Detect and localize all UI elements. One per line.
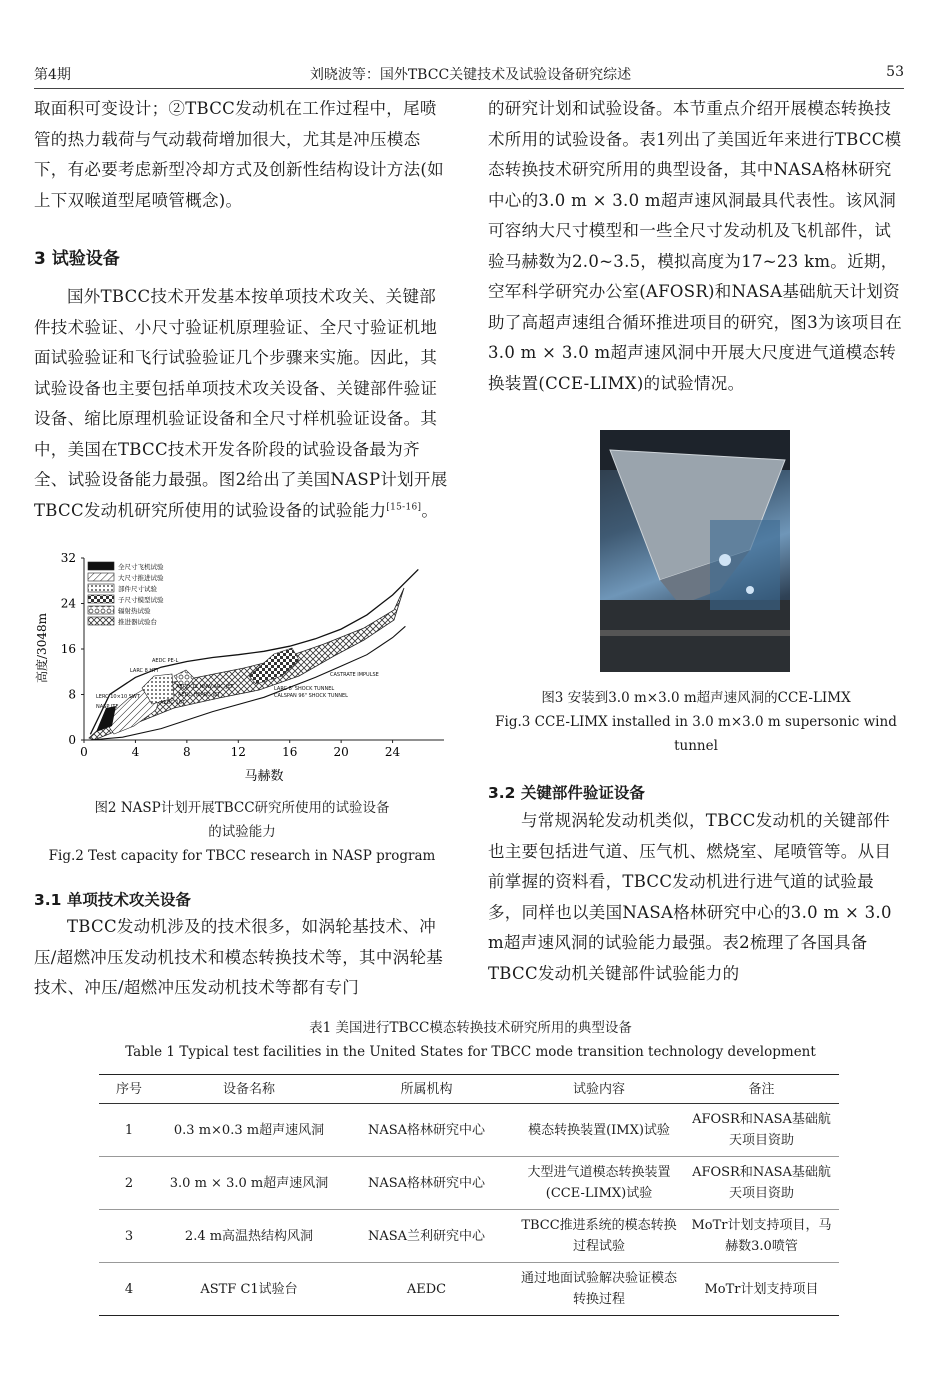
table-caption-en: Table 1 Typical test facilities in the United States for TBCC mode transition technology development [125, 1044, 816, 1060]
facilities-table [99, 1075, 839, 1316]
table-row [99, 1263, 839, 1316]
cell-organization: AEDC [339, 1263, 514, 1316]
table-wrapper [99, 1074, 839, 1316]
table-row [99, 1210, 839, 1263]
fig2-caption [34, 796, 450, 868]
section-3-1-paragraph: TBCC发动机涉及的技术很多，如涡轮基技术、冲压/超燃冲压发动机技术和模态转换技术等，其中涡轮基技术、冲压/超燃冲压发动机技术等都有专门 [34, 917, 444, 997]
header-rule [34, 88, 904, 89]
right-paragraph-continued: 的研究计划和试验设备。本节重点介绍开展模态转换技术所用的试验设备。表1列出了美国近年来进行TBCC模态转换技术研究所用的典型设备，其中NASA格林研究中心的3.0 m × 3.0 m超声速风洞最具代表性。该风洞可容纳大尺寸模型和一些全尺寸发动机及飞机部件，试验马赫数为2.0~3.5，模拟高度为17~23 km。近期，空军科学研究办公室(AFOSR)和NASA基础航天计划资助了高超声速组合循环推进项目的研究，图3为该项目在3.0 m × 3.0 m超声速风洞中开展大尺度进气道模态转换装置(CCE-LIMX)的试验情况。 [488, 99, 902, 393]
x-tick-label: 12 [230, 745, 246, 759]
fig3-photo [600, 430, 790, 672]
cell-test-content: 模态转换装置(IMX)试验 [514, 1104, 684, 1157]
fig3-caption-en-2: tunnel [674, 738, 718, 754]
citation: [15-16] [386, 502, 422, 512]
chart-annotation: AERO 12 NNW ARC-JET [176, 684, 234, 690]
cell-remarks: AFOSR和NASA基础航天项目资助 [684, 1157, 839, 1210]
section-3-heading: 3 试验设备 [34, 249, 120, 269]
x-tick-label: 0 [80, 745, 88, 759]
cell-facility: 2.4 m高温热结构风洞 [159, 1210, 339, 1263]
cell-index: 3 [99, 1210, 159, 1263]
fig2-caption-cn-2: 的试验能力 [208, 824, 276, 840]
section-3-2-paragraph: 与常规涡轮发动机类似，TBCC发动机的关键部件也主要包括进气道、压气机、燃烧室、尾喷管等。从目前掌握的资料看，TBCC发动机进行进气道的试验最多，同样也以美国NASA格林研究中心的3.0 m × 3.0 m超声速风洞的试验能力最强。表2梳理了各国具备TBCC发动机关键部件试验能力的 [488, 811, 892, 983]
wind-tunnel-illustration [600, 430, 790, 672]
table-row [99, 1104, 839, 1157]
chart-annotation: LERC 10×10 SWT [96, 694, 140, 700]
cell-remarks: MoTr计划支持项目 [684, 1263, 839, 1316]
col-header-test-content: 试验内容 [514, 1075, 684, 1104]
section-3-1-body [34, 912, 450, 1004]
chart-annotation: LARC 8 HTT [130, 668, 160, 674]
cell-organization: NASA兰利研究中心 [339, 1210, 514, 1263]
cell-index: 4 [99, 1263, 159, 1316]
chart-annotation: NASP ITF [96, 704, 119, 710]
cell-organization: NASA格林研究中心 [339, 1104, 514, 1157]
left-column [34, 94, 450, 216]
cell-test-content: 大型进气道模态转换装置(CCE-LIMX)试验 [514, 1157, 684, 1210]
cell-remarks: AFOSR和NASA基础航天项目资助 [684, 1104, 839, 1157]
x-axis-label: 马赫数 [244, 769, 284, 784]
y-tick-label: 24 [60, 596, 76, 611]
table-caption [0, 1016, 941, 1064]
x-tick-label: 8 [183, 745, 191, 759]
col-header-facility: 设备名称 [159, 1075, 339, 1104]
section-3-2-body [488, 806, 904, 989]
chart-annotation: AEDC 16T [160, 700, 185, 706]
fig2-caption-en: Fig.2 Test capacity for TBCC research in NASP program [48, 848, 436, 864]
table-row [99, 1157, 839, 1210]
running-title: 刘晓波等：国外TBCC关键技术及试验设备研究综述 [309, 67, 632, 83]
section-3-1-heading: 3.1 单项技术攻关设备 [34, 891, 191, 909]
left-paragraph-continued: 取面积可变设计；②TBCC发动机在工作过程中，尾喷管的热力载荷与气动载荷增加很大，尤其是冲压模态下，有必要考虑新型冷却方式及创新性结构设计方法(如上下双喉道型尾喷管概念)。 [34, 99, 444, 210]
legend-label: 推进器试验台 [118, 618, 157, 626]
journal-issue: 第4期 [34, 67, 71, 83]
fig2-chart [34, 548, 452, 790]
legend-label: 全尺寸飞机试验 [118, 563, 164, 571]
x-tick-label: 16 [282, 745, 298, 759]
chart-annotation: AEDC PE-L [152, 658, 179, 664]
chart-legend [88, 562, 164, 626]
section-3-paragraph: 国外TBCC技术开发基本按单项技术攻关、关键部件技术验证、小尺寸验证机原理验证、全尺寸验证机地面试验验证和飞行试验验证几个步骤来实施。因此，其试验设备也主要包括单项技术攻关设备、关键部件验证设备、缩比原理机验证设备和全尺寸样机验证设备。其中，美国在TBCC技术开发各阶段的试验设备最为齐全、试验设备能力最强。图2给出了美国NASP计划开展TBCC发动机研究所使用的试验设备的试验能力 [34, 287, 448, 520]
y-tick-label: 0 [68, 733, 76, 747]
cell-test-content: 通过地面试验解决验证模态转换过程 [514, 1263, 684, 1316]
fig2-caption-cn-1: 图2 NASP计划开展TBCC研究所使用的试验设备 [94, 800, 390, 816]
legend-swatch [88, 584, 114, 592]
cell-index: 2 [99, 1157, 159, 1210]
y-tick-label: 8 [68, 687, 76, 702]
fig3-caption-cn: 图3 安装到3.0 m×3.0 m超声速风洞的CCE-LIMX [541, 690, 851, 706]
cell-remarks: MoTr计划支持项目，马赫数3.0喷管 [684, 1210, 839, 1263]
col-header-index: 序号 [99, 1075, 159, 1104]
section-3-2-heading: 3.2 关键部件验证设备 [488, 784, 645, 802]
legend-label: 子尺寸模型试验 [118, 596, 164, 604]
chart-annotation: AEDC HEARC-JET [178, 692, 221, 698]
table-header-row [99, 1075, 839, 1104]
legend-swatch [88, 573, 114, 581]
table-caption-cn: 表1 美国进行TBCC模态转换技术研究所用的典型设备 [309, 1020, 632, 1036]
legend-swatch [88, 617, 114, 625]
x-tick-label: 20 [333, 745, 349, 759]
chart-annotation: CASTRATE IMPULSE [330, 672, 379, 678]
legend-label: 部件尺寸试验 [118, 585, 157, 593]
chart-annotation: CALSPAN 96" SHOCK TUNNEL [274, 693, 348, 699]
y-axis-label: 高度/3048m [35, 613, 49, 683]
legend-swatch [88, 562, 114, 570]
page-number: 53 [886, 64, 904, 80]
paragraph-end: 。 [421, 500, 439, 520]
cell-facility: 0.3 m×0.3 m超声速风洞 [159, 1104, 339, 1157]
x-tick-label: 4 [131, 745, 140, 759]
fig3-caption [488, 686, 904, 758]
cell-test-content: TBCC推进系统的模态转换过程试验 [514, 1210, 684, 1263]
section-3-body [34, 282, 450, 526]
cell-facility: 3.0 m × 3.0 m超声速风洞 [159, 1157, 339, 1210]
cell-organization: NASA格林研究中心 [339, 1157, 514, 1210]
col-header-organization: 所属机构 [339, 1075, 514, 1104]
legend-swatch [88, 606, 114, 614]
legend-label: 大尺寸推进试验 [118, 574, 164, 582]
right-column [488, 94, 904, 399]
fig3-caption-en-1: Fig.3 CCE-LIMX installed in 3.0 m×3.0 m supersonic wind [495, 714, 897, 730]
y-tick-label: 32 [60, 551, 76, 565]
legend-label: 辐射热试验 [118, 607, 151, 615]
chart-annotation: LARC 8' SHOCK TUNNEL [274, 686, 335, 692]
cell-facility: ASTF C1试验台 [159, 1263, 339, 1316]
cell-index: 1 [99, 1104, 159, 1157]
col-header-remarks: 备注 [684, 1075, 839, 1104]
y-tick-label: 16 [60, 642, 76, 656]
x-tick-label: 24 [384, 745, 401, 759]
legend-swatch [88, 595, 114, 603]
